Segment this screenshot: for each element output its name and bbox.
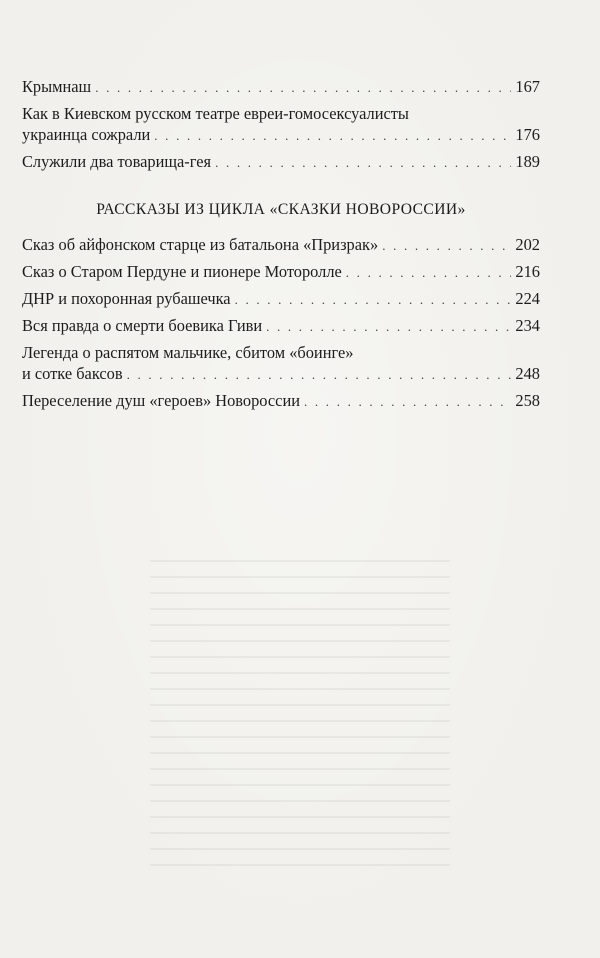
toc-entry-page: 176 (515, 125, 540, 144)
dot-leader (382, 235, 511, 256)
dot-leader (266, 316, 511, 337)
toc-entry-page: 248 (515, 364, 540, 383)
toc-entry-title: Сказ о Старом Пердуне и пионере Моторолле (22, 262, 342, 281)
toc-entry-title: украинца сожрали (22, 125, 151, 144)
toc-entry-title: Крымнаш (22, 77, 92, 96)
dot-leader (235, 289, 512, 310)
dot-leader (215, 152, 511, 173)
toc-entry-title-line1: Как в Киевском русском театре евреи-гомосексуалисты (22, 104, 409, 123)
toc-entry-page: 202 (515, 235, 540, 254)
dot-leader (154, 125, 511, 146)
toc-entry-old-perdun (22, 261, 540, 283)
toc-entry-krymnash (22, 76, 540, 98)
toc-entry-title: Сказ об айфонском старце из батальона «Призрак» (22, 235, 379, 254)
show-through-text (150, 560, 450, 880)
toc-entry-dnr-shirt (22, 288, 540, 310)
toc-entry-page: 189 (515, 152, 540, 171)
dot-leader (95, 77, 511, 98)
toc-entry-soul-migration (22, 390, 540, 412)
toc-entry-crucified-boy (22, 342, 540, 385)
toc-entry-title: и сотке баксов (22, 364, 123, 383)
toc-entry-page: 258 (515, 391, 540, 410)
toc-entry-page: 224 (515, 289, 540, 308)
toc-entry-title-line1: Легенда о распятом мальчике, сбитом «боинге» (22, 343, 354, 362)
dot-leader (304, 391, 511, 412)
dot-leader (346, 262, 512, 283)
toc-entry-title: Служили два товарища-гея (22, 152, 212, 171)
toc-entry-kiev-theatre (22, 103, 540, 146)
toc-entry-title: Переселение душ «героев» Новороссии (22, 391, 300, 410)
toc-entry-givi (22, 315, 540, 337)
toc-entry-page: 167 (515, 77, 540, 96)
toc-entry-page: 234 (515, 316, 540, 335)
toc-entry-title: Вся правда о смерти боевика Гиви (22, 316, 263, 335)
table-of-contents (22, 76, 540, 417)
dot-leader (127, 364, 512, 385)
toc-entry-page: 216 (515, 262, 540, 281)
toc-entry-iphone-elder (22, 234, 540, 256)
section-heading: РАССКАЗЫ ИЗ ЦИКЛА «СКАЗКИ НОВОРОССИИ» (96, 201, 466, 218)
toc-entry-title: ДНР и похоронная рубашечка (22, 289, 231, 308)
toc-entry-two-comrades (22, 151, 540, 173)
